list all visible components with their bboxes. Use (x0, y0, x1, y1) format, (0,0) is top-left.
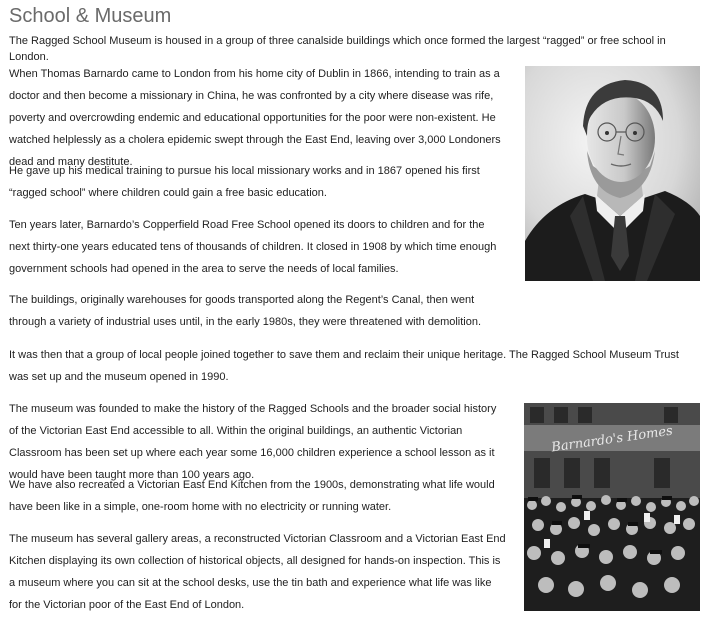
page-title: School & Museum (9, 5, 172, 27)
intro-text: The Ragged School Museum is housed in a group of three canalside buildings which once formed the largest “ragged” or free school in London. (9, 35, 666, 63)
paragraph-kitchen: We have also recreated a Victorian East End Kitchen from the 1900s, demonstrating what life would have been like in a simple, one-room home with no electricity or running water. (9, 479, 495, 513)
paragraph-first-ragged-school: He gave up his medical training to pursue his local missionary works and in 1867 opened his first “ragged school” where children could gain a free basic education. (9, 165, 480, 199)
paragraph-museum-founded: The museum was founded to make the history of the Ragged Schools and the broader social history of the Victorian East End accessible to all. Within the original buildings, an authentic Victorian Classroom has been set up where each year some 16,000 children experience a school lesson as it would have been taught more than 100 years ago. (9, 403, 497, 481)
paragraph-buildings: The buildings, originally warehouses for goods transported along the Regent’s Canal, then went through a variety of industrial uses until, in the early 1980s, they were threatened with demolition. (9, 294, 482, 328)
crowd-sign-text: Barnardo's Homes (550, 423, 674, 456)
paragraph-museum-trust: It was then that a group of local people joined together to save them and reclaim their unique heritage. The Ragged School Museum Trust was set up and the museum opened in 1990. (9, 349, 679, 383)
paragraph-copperfield-road: Ten years later, Barnardo’s Copperfield Road Free School opened its doors to children and for the next thirty-one years educated tens of thousands of children. It closed in 1908 by which time enough government schools had opened in the area to serve the needs of local families. (9, 219, 497, 275)
paragraph-barnardo-arrival: When Thomas Barnardo came to London from his home city of Dublin in 1866, intending to train as a doctor and then become a missionary in China, he was confronted by a city where disease was rife, poverty and overcrowding endemic and educational opportunities for the poor were non-existent. He watched helplessly as a cholera epidemic swept through the East End, leaving over 3,000 Londoners dead and many destitute. (9, 68, 501, 168)
paragraph-galleries: The museum has several gallery areas, a reconstructed Victorian Classroom and a Victorian East End Kitchen displaying its own collection of historical objects, all designed for hands-on inspection. This is a museum where you can sit at the school desks, use the tin bath and experience what life was like for the Victorian poor of the East End of London. (9, 533, 506, 611)
barnardos-crowd-photo (524, 403, 700, 611)
barnardo-portrait-photo (525, 66, 700, 281)
